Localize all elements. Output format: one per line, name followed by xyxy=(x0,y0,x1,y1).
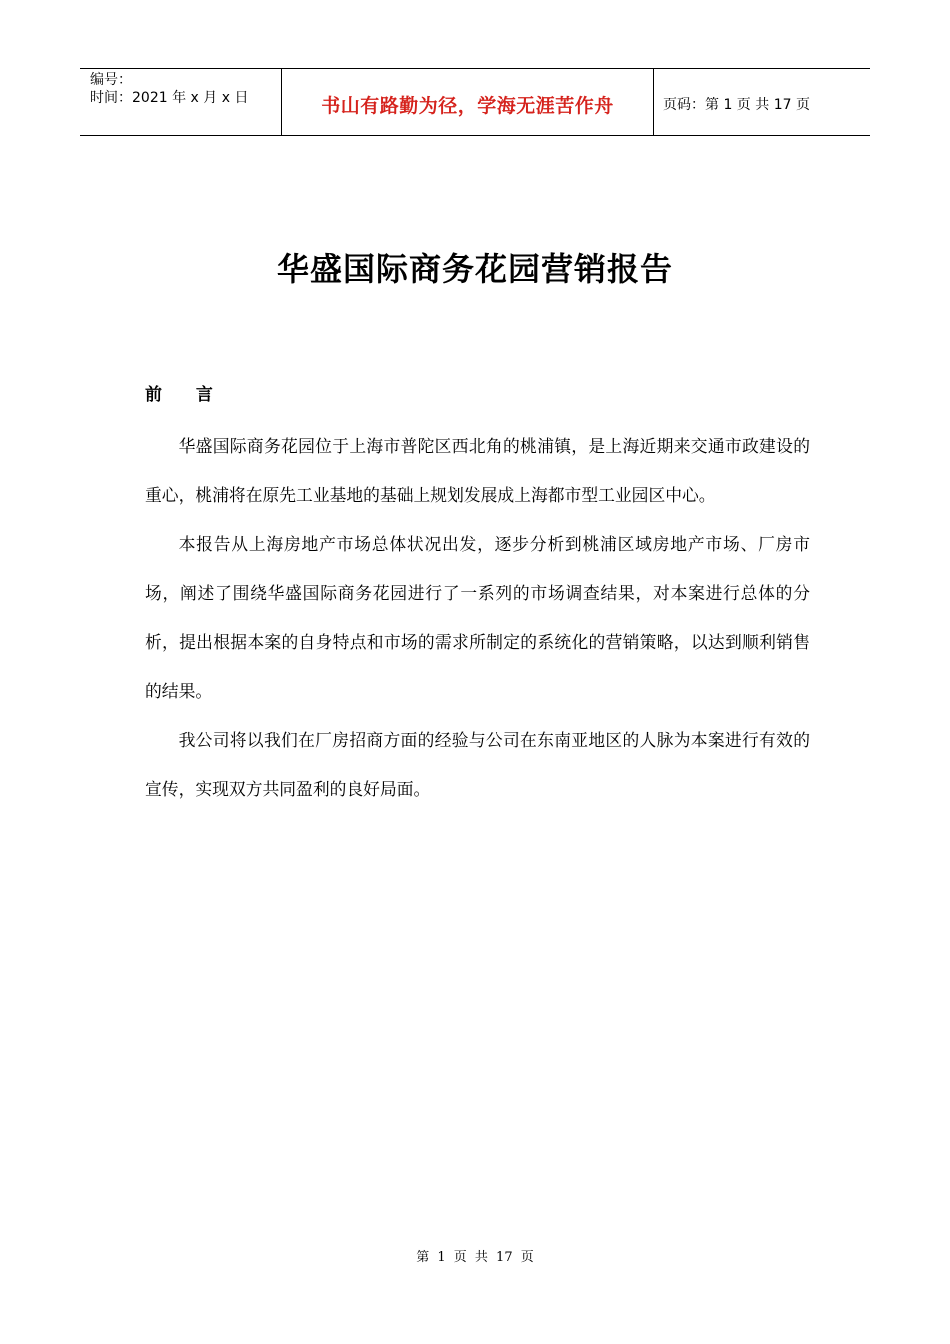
time-label: 时间：2021 年 x 月 x 日 xyxy=(90,90,249,106)
paragraph: 我公司将以我们在厂房招商方面的经验与公司在东南亚地区的人脉为本案进行有效的宣传，实现双方共同盈利的良好局面。 xyxy=(145,730,810,799)
paragraph: 华盛国际商务花园位于上海市普陀区西北角的桃浦镇，是上海近期来交通市政建设的重心，桃浦将在原先工业基地的基础上规划发展成上海都市型工业园区中心。 xyxy=(145,436,810,505)
document-title: 华盛国际商务花园营销报告 xyxy=(276,250,673,288)
header-motto: 书山有路勤为径，学海无涯苦作舟 xyxy=(321,94,614,117)
page-footer: 第 1 页 共 17 页 xyxy=(416,1250,534,1265)
header-motto-cell xyxy=(281,69,654,135)
paragraph: 本报告从上海房地产市场总体状况出发，逐步分析到桃浦区域房地产市场、厂房市场，阐述了围绕华盛国际商务花园进行了一系列的市场调查结果，对本案进行总体的分析，提出根据本案的自身特点和市场的需求所制定的系统化的营销策略，以达到顺利销售的结果。 xyxy=(145,534,810,701)
document-body xyxy=(145,422,810,814)
header-page-info: 页码：第 1 页 共 17 页 xyxy=(663,97,810,113)
header-meta xyxy=(80,69,281,135)
document-header xyxy=(80,68,870,136)
serial-number-label: 编号： xyxy=(90,72,132,88)
section-heading: 前 言 xyxy=(145,385,227,405)
